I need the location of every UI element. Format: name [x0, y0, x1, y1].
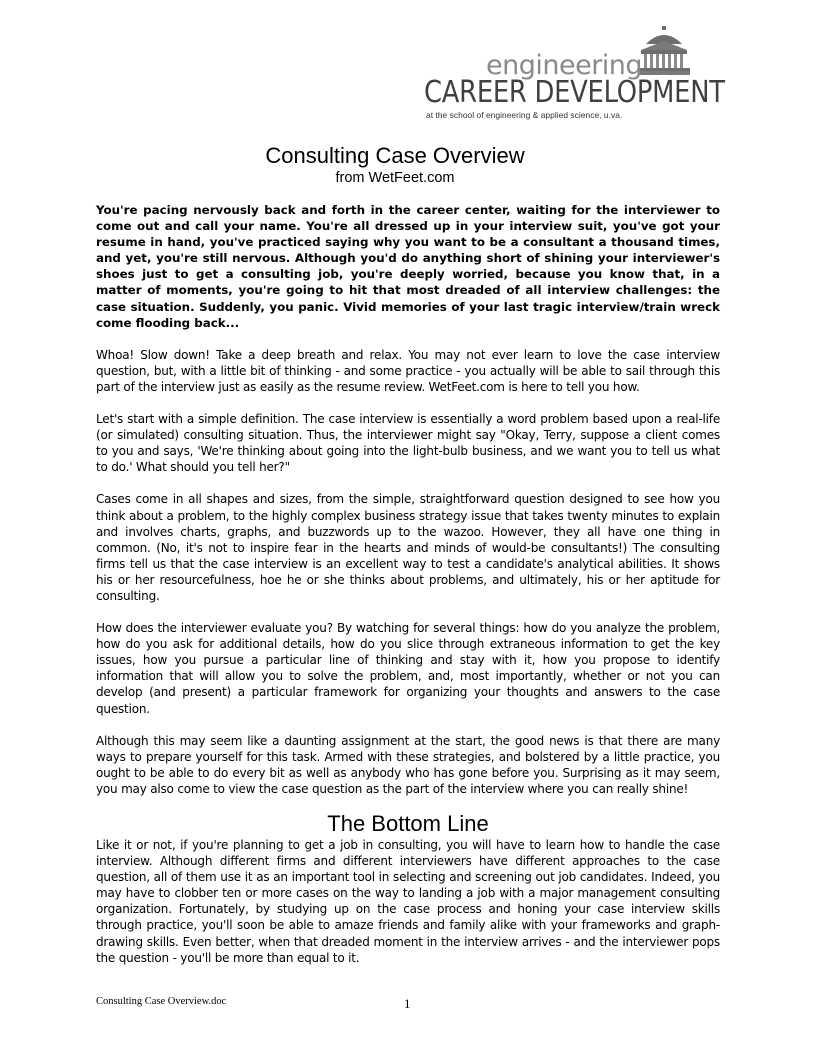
- document-title: Consulting Case Overview: [265, 143, 525, 168]
- rotunda-building-icon: [638, 26, 690, 76]
- document-body: [96, 202, 720, 982]
- intro-paragraph: You're pacing nervously back and forth in the career center, waiting for the interviewer to come out and call your name. You're all dressed up in your interview suit, you've got your resume in hand, you've practiced saying why you want to be a consultant a thousand times, and yet, you're still nervous. Although you'd do anything short of shining your interviewer's shoes just to get a consulting job, you're deeply worried, because you know that, in a matter of moments, you're going to hit that most dreaded of all interview challenges: the case situation. Suddenly, you panic. Vivid memories of your last tragic interview/train wreck come flooding back...: [96, 203, 720, 330]
- body-paragraph: Although this may seem like a daunting assignment at the start, the good news is that there are many ways to prepare yourself for this task. Armed with these strategies, and bolstered by a little practice, you ought to be able to do every bit as well as anybody who has gone before you. Surprising as it may seem, you may also come to view the case question as the part of the interview where you can really shine!: [96, 733, 720, 796]
- logo-career-development-text: CAREER DEVELOPMENT: [424, 75, 725, 110]
- career-development-logo: [422, 26, 725, 122]
- body-paragraph: Let's start with a simple definition. The case interview is essentially a word problem based upon a real-life (or simulated) consulting situation. Thus, the interviewer might say "Okay, Terry, suppose a client comes to you and says, 'We're thinking about going into the light-bulb business, and we want you to tell us what to do.' What should you tell her?": [96, 412, 720, 475]
- body-paragraph: Whoa! Slow down! Take a deep breath and relax. You may not ever learn to love the case interview question, but, with a little bit of thinking - and some practice - you actually will be able to sail through this part of the interview just as easily as the resume review. WetFeet.com is here to tell you how.: [96, 347, 720, 394]
- logo-engineering-text: engineering: [486, 50, 643, 81]
- document-subtitle: from WetFeet.com: [335, 170, 455, 186]
- body-paragraph: Cases come in all shapes and sizes, from the simple, straightforward question designed to see how you think about a problem, to the highly complex business strategy issue that takes twenty minutes to explain and involves charts, graphs, and buzzwords up to the wazoo. However, they all have one thing in common. (No, it's not to inspire fear in the hearts and minds of would-be consultants!) The consulting firms tell us that the case interview is an excellent way to test a candidate's analytical abilities. It shows his or her resourcefulness, hoe he or she thinks about problems, and ultimately, his or her aptitude for consulting.: [96, 492, 720, 603]
- section-heading: The Bottom Line: [327, 811, 489, 836]
- footer-filename: Consulting Case Overview.doc: [96, 996, 227, 1007]
- page-number: 1: [404, 996, 411, 1011]
- body-paragraph: How does the interviewer evaluate you? By watching for several things: how do you analyze the problem, how do you ask for additional details, how do you slice through extraneous information to get the key issues, how you pursue a particular line of thinking and stay with it, how you propose to identify information that will allow you to solve the problem, and, most importantly, whether or not you can develop (and present) a particular framework for organizing your thoughts and answers to the case question.: [96, 621, 720, 716]
- logo-tagline: at the school of engineering & applied science, u.va.: [426, 110, 623, 120]
- bottom-line-paragraph: Like it or not, if you're planning to get a job in consulting, you will have to learn how to handle the case interview. Although different firms and different interviewers have different approaches to the case question, all of them use it as an important tool in selecting and screening out job candidates. Indeed, you may have to clobber ten or more cases on the way to landing a job with a major management consulting organization. Fortunately, by studying up on the case process and honing your case interview skills through practice, you'll soon be able to amaze friends and family alike with your frameworks and graph-drawing skills. Even better, when that dreaded moment in the interview arrives - and the interviewer pops the question - you'll be more than equal to it.: [96, 838, 720, 965]
